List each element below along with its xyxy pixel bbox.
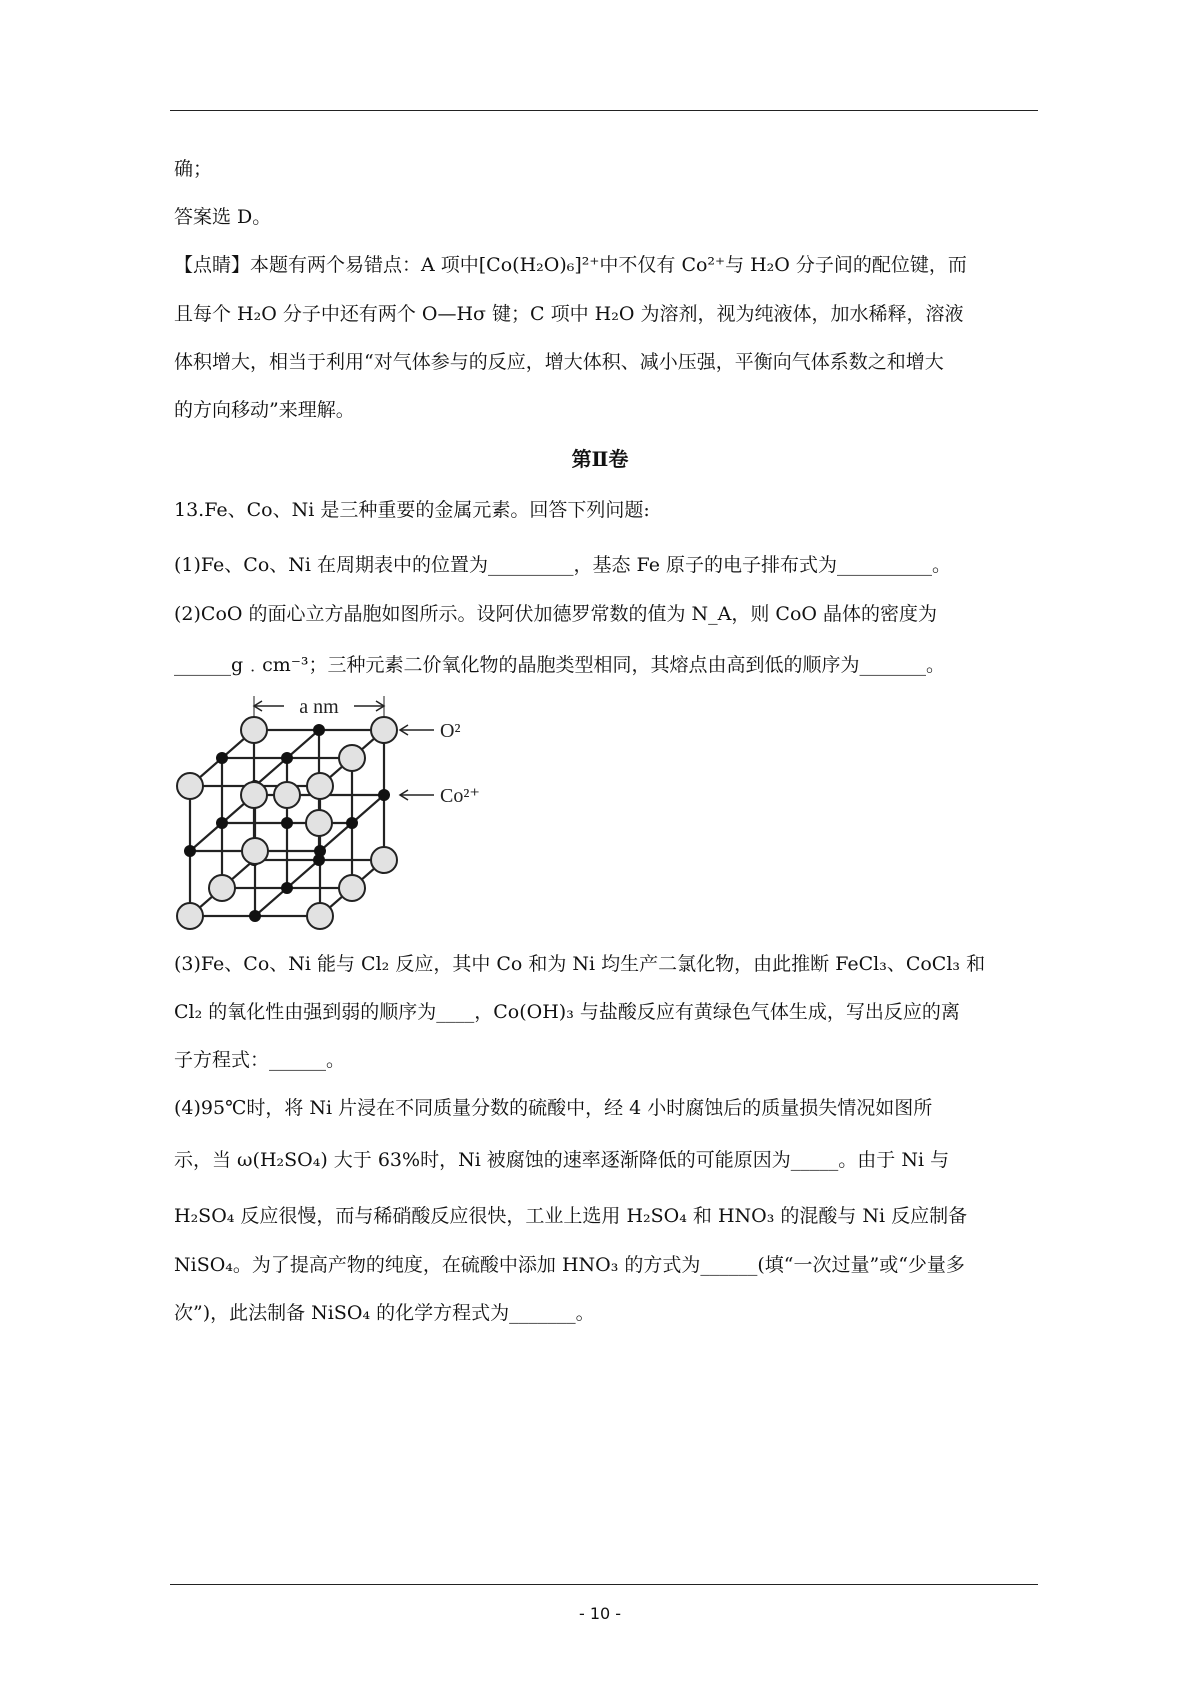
dimension-label: a nm [299,696,339,718]
coo-unit-cell-figure [172,688,542,938]
text-line-2: 答案选 D。 [174,206,272,228]
question-part-3b: Cl₂ 的氧化性由强到弱的顺序为____，Co(OH)₃ 与盐酸反应有黄绿色气体生成，写出反应的离 [174,1001,960,1023]
text-line-5: 体积增大，相当于利用“对气体参与的反应，增大体积、减小压强，平衡向气体系数之和增大 [174,351,944,373]
question-part-2b: ______g﹒cm⁻³；三种元素二价氧化物的晶胞类型相同，其熔点由高到低的顺序为_______。 [174,654,945,676]
question-part-4a: (4)95℃时，将 Ni 片浸在不同质量分数的硫酸中，经 4 小时腐蚀后的质量损失情况如图所 [174,1097,933,1119]
question-part-2a: (2)CoO 的面心立方晶胞如图所示。设阿伏加德罗常数的值为 N_A，则 CoO 晶体的密度为 [174,603,938,625]
question-part-1: (1)Fe、Co、Ni 在周期表中的位置为_________，基态 Fe 原子的电子排布式为__________。 [174,554,951,576]
question-part-3c: 子方程式：______。 [174,1049,346,1071]
header-rule [170,110,1038,111]
page-number: - 10 - [578,1604,622,1623]
question-part-4c: H₂SO₄ 反应很慢，而与稀硝酸反应很快，工业上选用 H₂SO₄ 和 HNO₃ 的混酸与 Ni 反应制备 [174,1205,968,1227]
question-stem: 13.Fe、Co、Ni 是三种重要的金属元素。回答下列问题: [174,499,650,521]
text-line-1: 确； [174,158,213,180]
co-ion-label: Co²⁺ [440,785,480,807]
question-part-4b: 示，当 ω(H₂SO₄) 大于 63%时，Ni 被腐蚀的速率逐渐降低的可能原因为_____。由于 Ni 与 [174,1149,950,1171]
text-line-4: 且每个 H₂O 分子中还有两个 O—Hσ 键；C 项中 H₂O 为溶剂，视为纯液体，加水稀释，溶液 [174,303,964,325]
question-part-4e: 次”)，此法制备 NiSO₄ 的化学方程式为_______。 [174,1302,595,1324]
footer-rule [170,1584,1038,1585]
o-ion-label: O² [440,720,461,742]
question-part-3a: (3)Fe、Co、Ni 能与 Cl₂ 反应，其中 Co 和为 Ni 均生产二氯化物，由此推断 FeCl₃、CoCl₃ 和 [174,953,986,975]
text-line-3: 【点睛】本题有两个易错点：A 项中[Co(H₂O)₆]²⁺中不仅有 Co²⁺与 H₂O 分子间的配位键，而 [174,254,967,276]
section-title: 第Ⅱ卷 [571,447,629,471]
text-line-6: 的方向移动”来理解。 [174,399,355,421]
question-part-4d: NiSO₄。为了提高产物的纯度，在硫酸中添加 HNO₃ 的方式为______(填“一次过量”或“少量多 [174,1254,965,1276]
